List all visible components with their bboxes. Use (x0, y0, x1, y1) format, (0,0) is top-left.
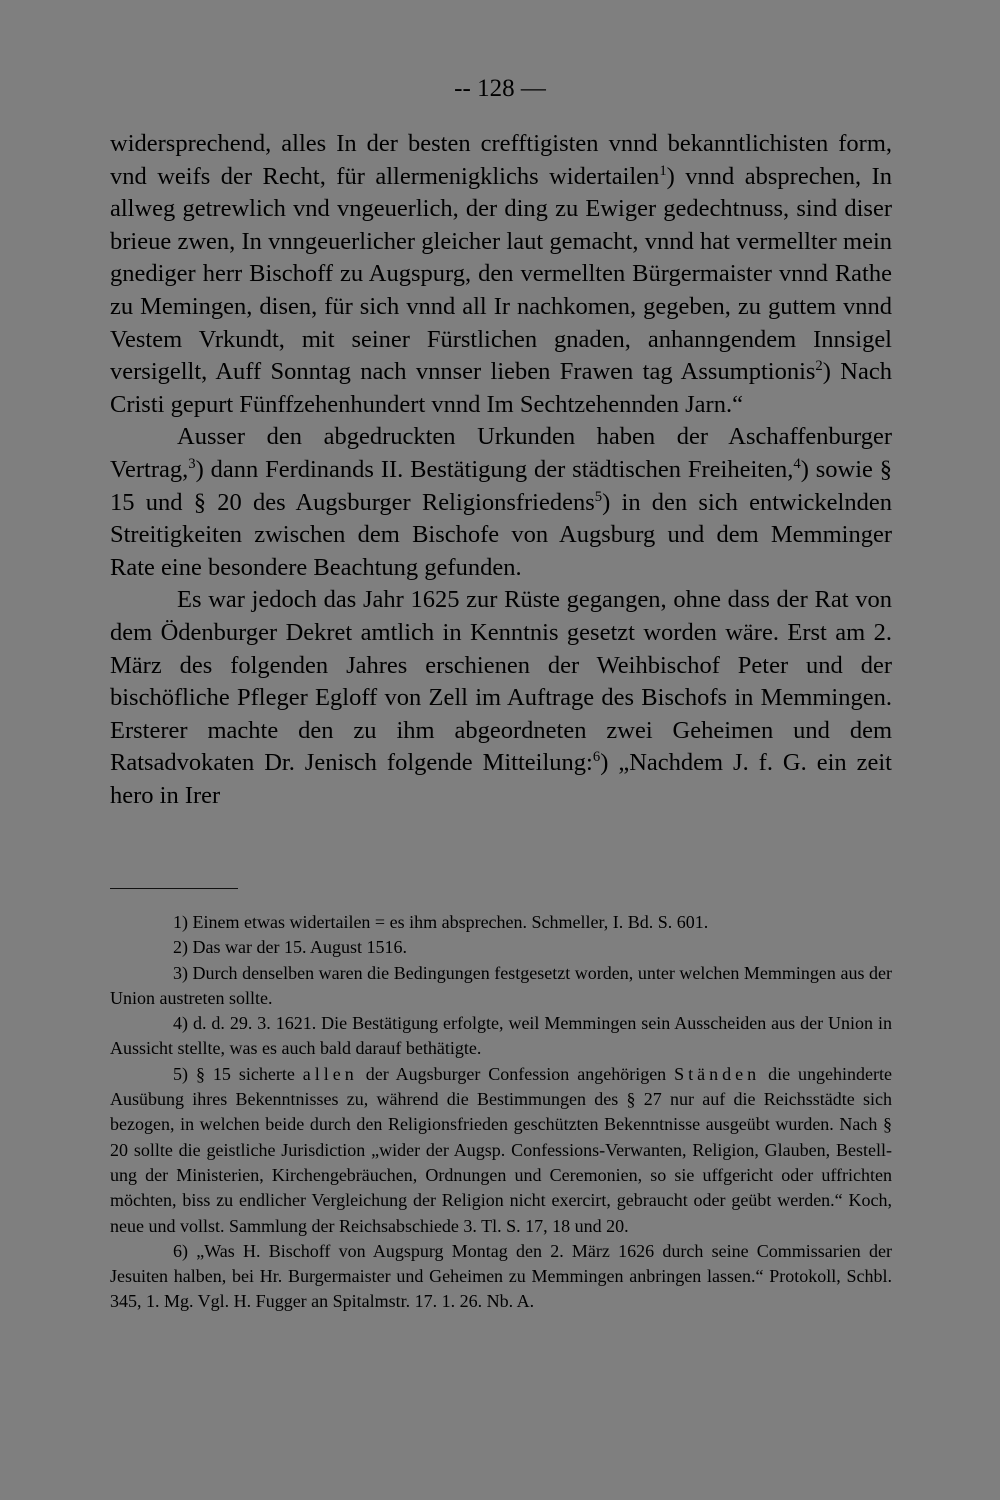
text-segment: ) sowie § 15 und § 20 des Augsburger Religionsfriedens (110, 455, 892, 516)
paragraph-1625 (110, 584, 892, 812)
footnote-6: 6) „Was H. Bischoff von Augspurg Montag den 2. März 1626 durch seine Commissarien der Jesuiten halben, bei Hr. Burgermaister und Geheimen zu Memmingen anbringen lassen.“ Protokoll, Schbl. 345, 1. Mg. Vgl. H. Fugger an Spitalmstr. 17. 1. 26. Nb. A. (110, 1240, 892, 1312)
spaced-emphasis: Ständen (674, 1063, 761, 1084)
footnote-4: 4) d. d. 29. 3. 1621. Die Bestätigung erfolgte, weil Memmingen sein Ausscheiden aus der Union in Aussicht stellte, was es auch bald darauf bethätigte. (110, 1013, 892, 1059)
footnote-ref-6: 6 (592, 749, 601, 766)
footnote-1: 1) Einem etwas widertailen = es ihm absprechen. Schmeller, I. Bd. S. 601. (173, 912, 709, 932)
paragraph-continued (110, 128, 892, 421)
footnote-2: 2) Das war der 15. August 1516. (173, 937, 407, 958)
text-segment: 5) § 15 sicherte (173, 1063, 303, 1084)
text-segment: ) dann Ferdinands II. Bestätigung der städtischen Freiheiten, (195, 455, 794, 483)
footnote-5 (110, 1062, 892, 1239)
text-segment: ) in den sich entwickelnden Streitigkeiten zwischen dem Bischofe von Augsburg und dem Memminger Rate eine besondere Beachtung gefunden. (110, 488, 892, 581)
footnote-ref-2: 2 (815, 358, 823, 374)
main-text (110, 128, 892, 812)
paragraph-urkunden (110, 421, 892, 584)
footnote-3: 3) Durch denselben waren die Bedingungen festgesetzt worden, unter welchen Memmingen aus der Union austreten sollte. (110, 962, 892, 1008)
text-segment: Es war jedoch das Jahr 1625 zur Rüste gegangen, ohne dass der Rat von dem Ödenburger Dekret amtlich in Kenntnis gesetzt worden wäre. Erst am 2. März des folgenden Jahres erschienen der Weihbischof Peter und der bischöfliche Pfleger Egloff von Zell im Auftrage des Bischofs in Memmingen. Ersterer machte den zu ihm abgeordneten zwei Geheimen und dem Ratsadvokaten Dr. Jenisch folgende Mitteilung: (110, 586, 892, 777)
text-segment: ) „Nachdem J. f. G. ein zeit hero in Irer (110, 749, 892, 809)
footnote-ref-1: 1 (659, 162, 667, 179)
footnote-ref-4: 4 (793, 455, 801, 472)
footnote-ref-5: 5 (594, 488, 603, 505)
page-number: -- 128 — (454, 75, 546, 102)
text-segment: widersprechend, alles In der besten crefftigisten vnnd bekanntlichisten form, vnd weifs der Recht, für allermenigklichs widertailen (110, 130, 892, 190)
text-segment: der Augsburger Confession angehörigen (357, 1063, 675, 1084)
spaced-emphasis: allen (302, 1063, 358, 1084)
footnotes (110, 910, 892, 1315)
text-segment: Ausser den abgedruckten Urkunden haben der Aschaffenburger Vertrag, (110, 423, 892, 483)
text-segment: ) vnnd absprechen, In allweg getrewlich vnd vngeuerlich, der ding zu Ewiger gedechtnuss, sind diser brieue zwen, In vnngeuerlicher gleicher laut gemacht, vnnd hat vermellter mein gnediger herr Bischoff zu Augspurg, den vermellten Bürgermaister vnnd Rathe zu Memingen, disen, für sich vnnd all Ir nachkomen, gegeben, zu guttem vnnd Vestem Vrkundt, mit seiner Fürstlichen gnaden, anhanngendem Innsigel versigellt, Auff Sonntag nach vnnser lieben Frawen tag Assumptionis (110, 162, 892, 386)
footnote-ref-3: 3 (188, 455, 196, 472)
footnote-divider (110, 888, 238, 889)
text-segment: ) Nach Cristi gepurt Fünffzehenhundert vnnd Im Sechtzehennden Jarn.“ (110, 358, 893, 418)
text-segment: die ungehinderte Ausübung ihres Bekenntnisses zu, während die Bestimmungen des § 27 nur auf die Reichsstädte sich bezogen, in welchen beide durch den Religionsfrieden geschützten Bekenntnisse ausgeübt wurden. Nach § 20 sollte die geistliche Jurisdiction „wider der Augsp. Confessions-Verwanten, Religion, Glauben, Bestellung der Ministerien, Kirchengebräuchen, Ordnungen und Ceremonien, so sie uffgericht oder uffrichten möchten, biss zu endlicher Vergleichung der Religion nicht exercirt, gebraucht oder geübt werden.“ Koch, neue und vollst. Sammlung der Reichsabschiede 3. Tl. S. 17, 18 und 20. (110, 1063, 892, 1236)
